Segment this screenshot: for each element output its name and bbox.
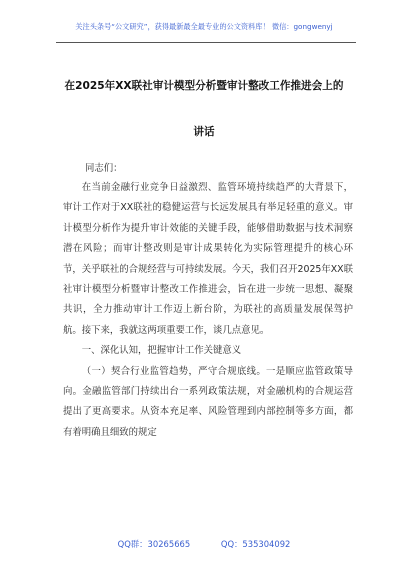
document-title: 在2025年XX联社审计模型分析暨审计整改工作推进会上的 (64, 80, 344, 92)
section-heading: 一、深化认知，把握审计工作关键意义 (81, 345, 242, 357)
document-body (63, 178, 353, 443)
body-paragraph: 在当前金融行业竞争日益激烈、监管环境持续趋严的大背景下，审计工作对于XX联社的稳健运营与长远发展具有举足轻重的意义。审计模型分析作为提升审计效能的关键手段，能够借助数据与技术洞察潜在风险；而审计整改则是审计成果转化为实际管理提升的核心环节，关乎联社的合规经营与可持续发展。今天，我们召开2025年XX联社审计模型分析暨审计整改工作推进会，旨在进一步统一思想、凝聚共识，全力推动审计工作迈上新台阶，为联社的高质量发展保驾护航。接下来，我就这两项重要工作，谈几点意见。 (63, 182, 353, 336)
body-paragraph: （一）契合行业监管趋势，严守合规底线。一是顺应监管政策导向。金融监管部门持续出台一系列政策法规，对金融机构的合规运营提出了更高要求。从资本充足率、风险管理到内部控制等多方面，都有着明确且细致的规定 (63, 365, 353, 438)
document-subtitle: 讲话 (193, 126, 215, 138)
footer-qq-group: QQ群：30265665 (117, 539, 191, 549)
salutation: 同志们： (85, 163, 123, 174)
header-divider (56, 42, 356, 43)
footer-contact (0, 538, 408, 550)
footer-qq: QQ：535304092 (220, 539, 291, 549)
header-banner: 关注头条号“公文研究”，获得最新最全最专业的公文资料库！ 微信：gongwenyj (75, 22, 333, 31)
